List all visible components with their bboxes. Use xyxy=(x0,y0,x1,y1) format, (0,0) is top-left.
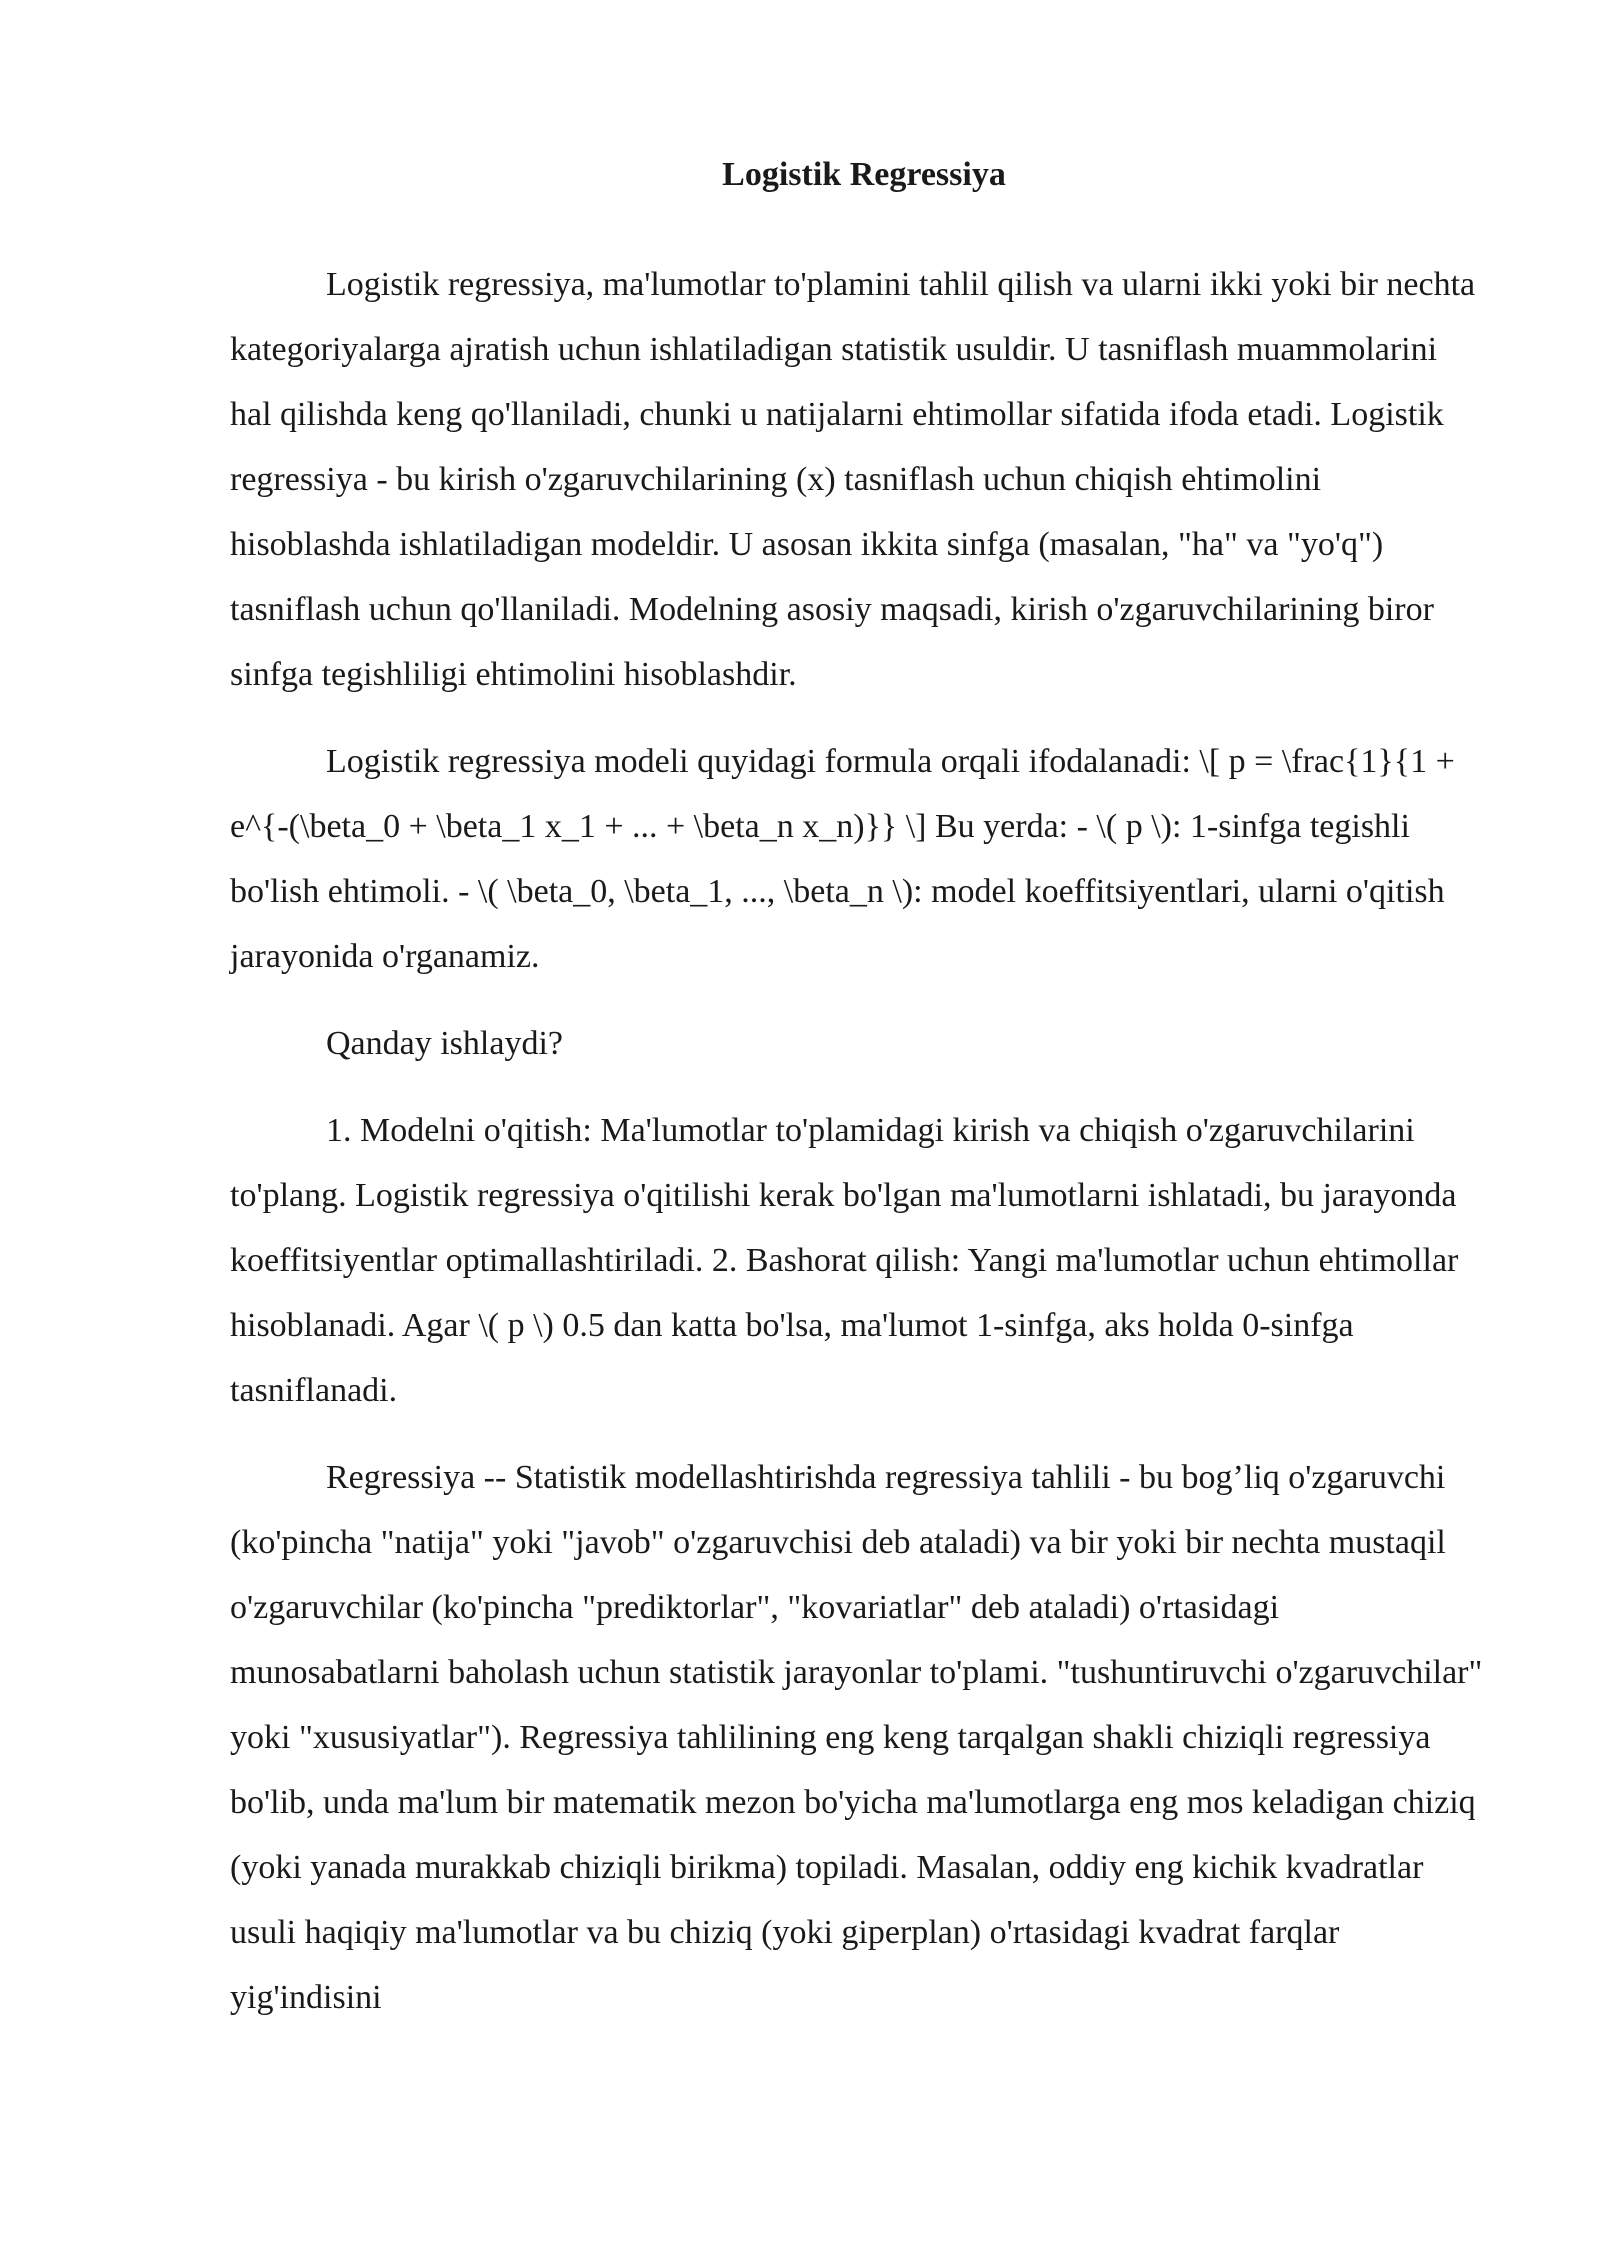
paragraph-steps: 1. Modelni o'qitish: Ma'lumotlar to'plamidagi kirish va chiqish o'zgaruvchilarini to'plang. Logistik regressiya o'qitilishi kerak bo'lgan ma'lumotlarni ishlatadi, bu jarayonda koeffitsiyentlar optimallashtiriladi. 2. Bashorat qilish: Yangi ma'lumotlar uchun ehtimollar hisoblanadi. Agar \( p \) 0.5 dan katta bo'lsa, ma'lumot 1-sinfga, aks holda 0-sinfga tasniflanadi. xyxy=(230,1112,1459,1409)
paragraph-regression: Regressiya -- Statistik modellashtirishda regressiya tahlili - bu bog’liq o'zgaruvchi (ko'pincha "natija" yoki "javob" o'zgaruvchisi deb ataladi) va bir yoki bir nechta mustaqil o'zgaruvchilar (ko'pincha "prediktorlar", "kovariatlar" deb ataladi) o'rtasidagi munosabatlarni baholash uchun statistik jarayonlar to'plami. "tushuntiruvchi o'zgaruvchilar" yoki "xususiyatlar"). Regressiya tahlilining eng keng tarqalgan shakli chiziqli regressiya bo'lib, unda ma'lum bir matematik mezon bo'yicha ma'lumotlarga eng mos keladigan chiziq (yoki yanada murakkab chiziqli birikma) topiladi. Masalan, oddiy eng kichik kvadratlar usuli haqiqiy ma'lumotlar va bu chiziq (yoki giperplan) o'rtasidagi kvadrat farqlar yig'indisini xyxy=(230,1459,1483,2016)
paragraph-intro: Logistik regressiya, ma'lumotlar to'plamini tahlil qilish va ularni ikki yoki bir nechta kategoriyalarga ajratish uchun ishlatiladigan statistik usuldir. U tasniflash muammolarini hal qilishda keng qo'llaniladi, chunki u natijalarni ehtimollar sifatida ifoda etadi. Logistik regressiya - bu kirish o'zgaruvchilarining (x) tasniflash uchun chiqish ehtimolini hisoblashda ishlatiladigan modeldir. U asosan ikkita sinfga (masalan, "ha" va "yo'q") tasniflash uchun qo'llaniladi. Modelning asosiy maqsadi, kirish o'zgaruvchilarining biror sinfga tegishliligi ehtimolini hisoblashdir. xyxy=(230,266,1476,693)
document-page xyxy=(230,148,1486,2052)
paragraph-heading-how: Qanday ishlaydi? xyxy=(326,1025,563,1062)
paragraph-formula: Logistik regressiya modeli quyidagi formula orqali ifodalanadi: \[ p = \frac{1}{1 + e^{-(\beta_0 + \beta_1 x_1 + ... + \beta_n x_n)}} \] Bu yerda: - \( p \): 1-sinfga tegishli bo'lish ehtimoli. - \( \beta_0, \beta_1, ..., \beta_n \): model koeffitsiyentlari, ularni o'qitish jarayonida o'rganamiz. xyxy=(230,743,1455,975)
document-title: Logistik Regressiya xyxy=(722,156,1006,193)
